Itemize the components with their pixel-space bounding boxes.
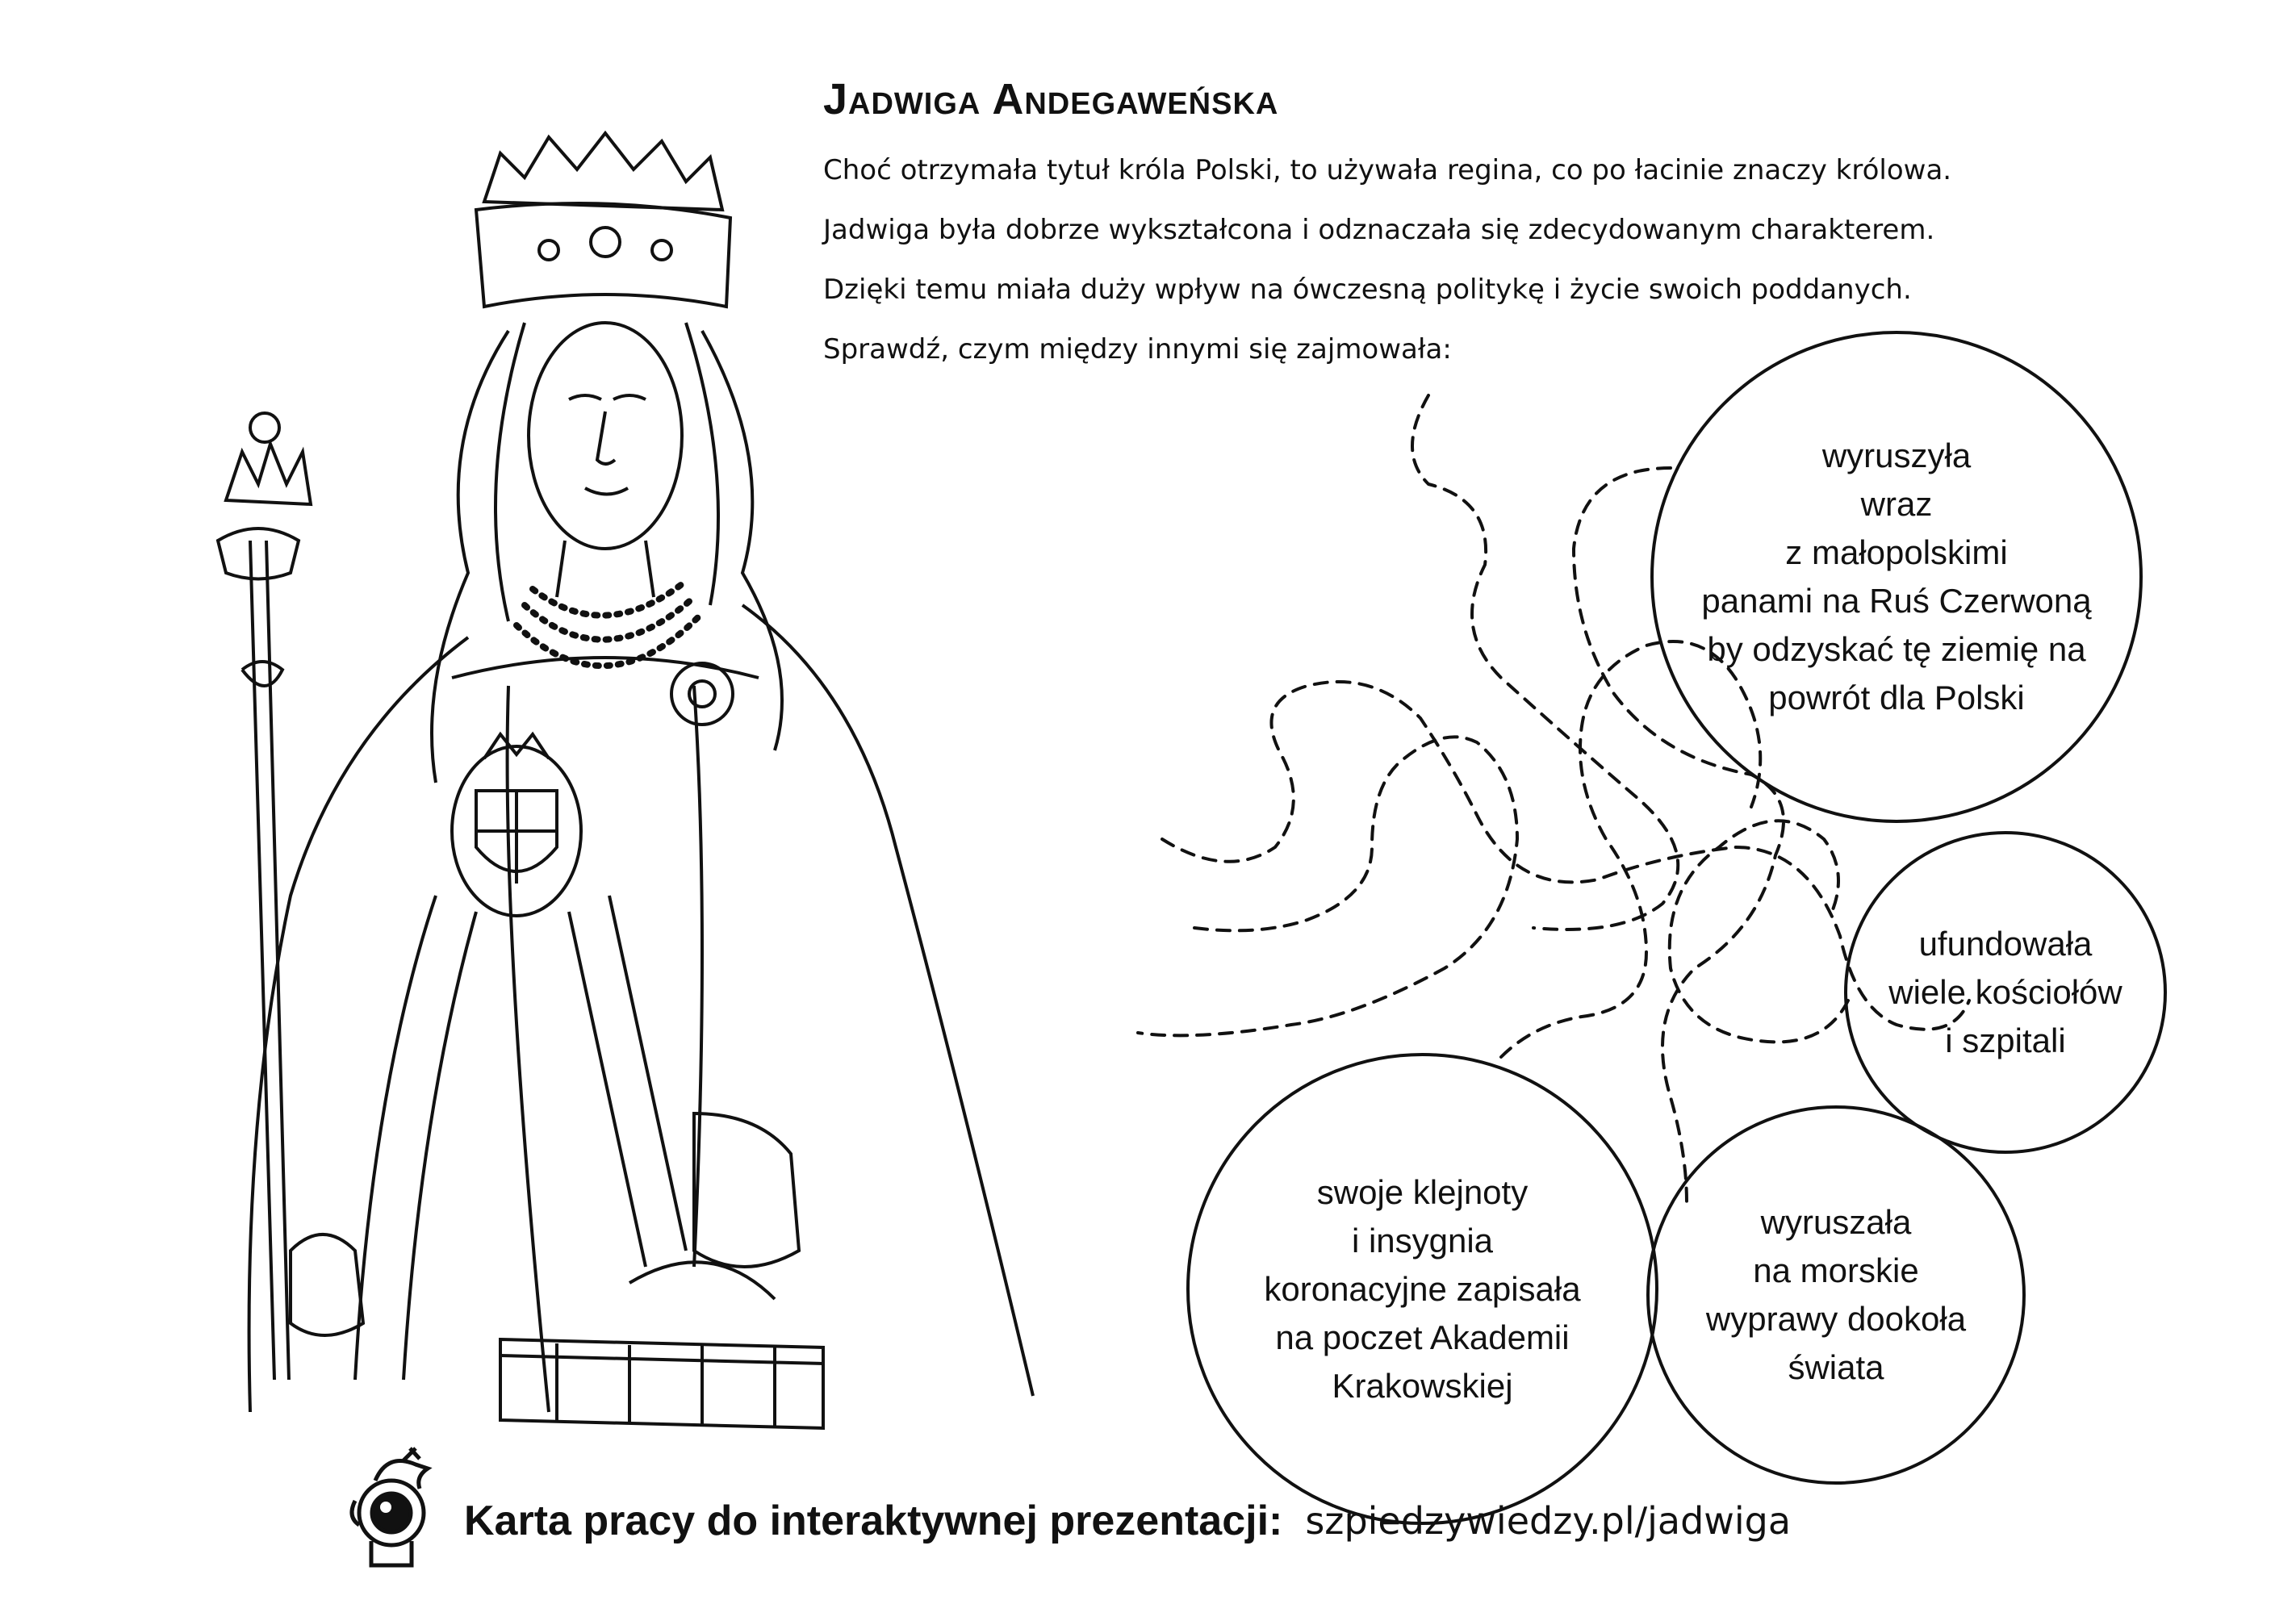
footer [464,1497,1791,1545]
answer-text-klejnoty: swoje klejnoty i insygnia koronacyjne zapisała na poczet Akademii Krakowskiej [1264,1172,1581,1405]
intro-line-3: Dzięki temu miała duży wpływ na ówczesną politykę i życie swoich poddanych. [823,274,1912,306]
mascot-eye-icon [339,1444,444,1573]
intro-line-1: Choć otrzymała tytuł króla Polski, to używała regina, co po łacinie znaczy królowa. [823,154,1952,186]
answer-circle-rus-czerwona[interactable] [1650,331,2143,823]
answer-text-wyprawy: wyruszała na morskie wyprawy dookoła świata [1705,1203,1967,1386]
worksheet-title: Jadwiga Andegaweńska [823,75,1279,123]
dashed-line-1 [1412,395,1678,930]
intro-line-2: Jadwiga była dobrze wykształcona i odznaczała się zdecydowanym charakterem. [823,214,1935,246]
answer-circle-klejnoty[interactable] [1186,1053,1658,1525]
footer-url-link[interactable]: szpiedzywiedzy.pl/jadwiga [1305,1499,1792,1543]
intro-line-4: Sprawdź, czym między innymi się zajmowała: [823,333,1452,366]
answer-circle-wyprawy[interactable] [1646,1105,2026,1485]
answer-text-koscioly: ufundowała wiele kościołów i szpitali [1888,925,2122,1059]
answer-text-rus-czerwona: wyruszyła wraz z małopolskimi panami na Ruś Czerwoną by odzyskać tę ziemię na powrót dla Polski [1701,437,2092,716]
answer-circle-koscioly[interactable] [1844,831,2167,1154]
footer-label: Karta pracy do interaktywnej prezentacji: [464,1498,1283,1544]
